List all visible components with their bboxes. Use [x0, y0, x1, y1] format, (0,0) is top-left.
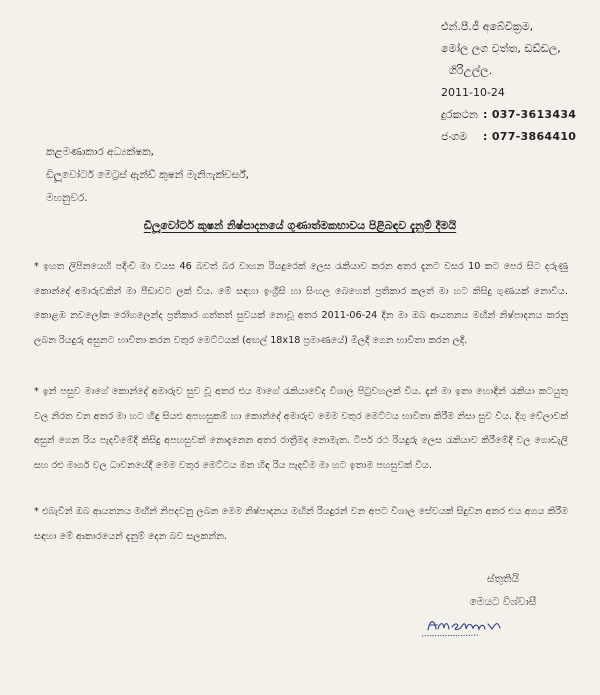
closing-sign-off: මෙයට විශ්වාසී [469, 596, 537, 608]
body-paragraph-1: * ඉහත ලිපිනයෙහි පදිංචි මා වයස 46 බවත් බර වාහන රියදුරෙක් ලෙස රැකියාව කරන අතර දැනට වසර 10 කට පෙර සිට දරුණු කොන්දේ අමාරුවකින් මා පීඩාවට ලක් විය. මේ සඳහා ඉංග්‍රීසි හා සිංහල බෙහෙත් ප්‍රතිකාර කලත් මා හට කිසිදු ගුණයක් නොවිය. කොළඹ නවලෝක රෝහලෙන්ද ප්‍රතිකාර ගත්තත් සුවයක් නොවූ අතර 2011-06-24 දින මා ඔබ ආයතනය මඟින් නිෂ්පාදනය කරනු ලබන රියදුරු අසුනට භාවිතා කරන වතුර මෙට්ටයක් (අඟල් 18x18 ප්‍රමාණයේ) මිලදී ගෙන භාවිතා කරන ලදී. [34, 261, 568, 346]
sender-block [441, 16, 591, 148]
subject-heading [0, 214, 600, 233]
sender-address-line2: ගිරිඋල්ල. [449, 64, 493, 77]
recipient-company: ඩිලූවෝටර් මෙට්‍රස් ඇන්ඩ් කුෂන් මැනිෆැක්චර්ස්, [46, 169, 249, 181]
sender-name: එන්.පී.ජී අබේවික්‍රම, [441, 20, 534, 33]
sender-mobile [441, 126, 591, 148]
body-paragraph-3: * එබැවින් ඔබ ආයතනය මඟින් නිපදවනු ලබන මෙම නිෂ්පාදනය මඟින් රියදුරන් වන අපට විශාල සේවයක් සිදුවන අතර එය අගය කිරීම සඳහා මේ ආකාරයෙන් දැනුම් දෙන බව සලකන්න. [34, 506, 568, 542]
handwritten-signature [418, 612, 538, 638]
phone-number: : 037-3613434 [483, 108, 577, 121]
letter-date: 2011-10-24 [441, 86, 505, 99]
sender-address-line1: මෝල ලග වත්ත, ඩඩ්ඩල, [441, 42, 561, 55]
recipient-city: මහනුවර. [46, 192, 88, 204]
mobile-number: : 077-3864410 [483, 130, 577, 143]
body-paragraph-2: * ඉන් පසුව මාගේ කොන්දේ අමාරුව සුව වූ අතර එය මාගේ රැකියාවේද විශාල පිටුවහලක් විය. දැන් මා ඉතා හොඳින් රැකියා කටයුතු වල නිරත වන අතර මා හට හිඳු සියළු අපහසුකම් හා කොන්දේ අමාරුව මෙම වතුර මෙට්ටය භාවිතා කිරීම නිසා සුව විය. දිගු වේලාවක් අසුන් ගෙන රිය පැදවීමේදී කිසිදු අපහසුවක් නොදැනෙන අතර රාත්‍රීමද නොමැත. ටිපර් රථ රියදුරු ලෙස රැකියාව කිරීමේදී වල ගොඩැලි සහ රළු මාර්ග වල ධාවනයේදී මෙම වතුර මෙට්ටය මත හිඳ රිය පැදවීම මා හට ඉතාම පහසුවක් විය. [34, 386, 568, 471]
closing-thanks: ස්තුතියි [486, 573, 520, 585]
closing-block [458, 568, 548, 614]
recipient-block [46, 141, 249, 210]
recipient-title: කළමණාකාර අධ්‍යක්ෂක, [46, 146, 154, 158]
subject-text: ඩිලූවෝටර් කුෂන් නිෂ්පාදනයේ ගුණාත්මකභාවය පිළිබඳව දැනුම් දීමයි [143, 219, 457, 232]
phone-label: දුරකථන [441, 108, 478, 121]
sender-phone [441, 104, 591, 126]
mobile-label: ජංගම [441, 130, 468, 143]
